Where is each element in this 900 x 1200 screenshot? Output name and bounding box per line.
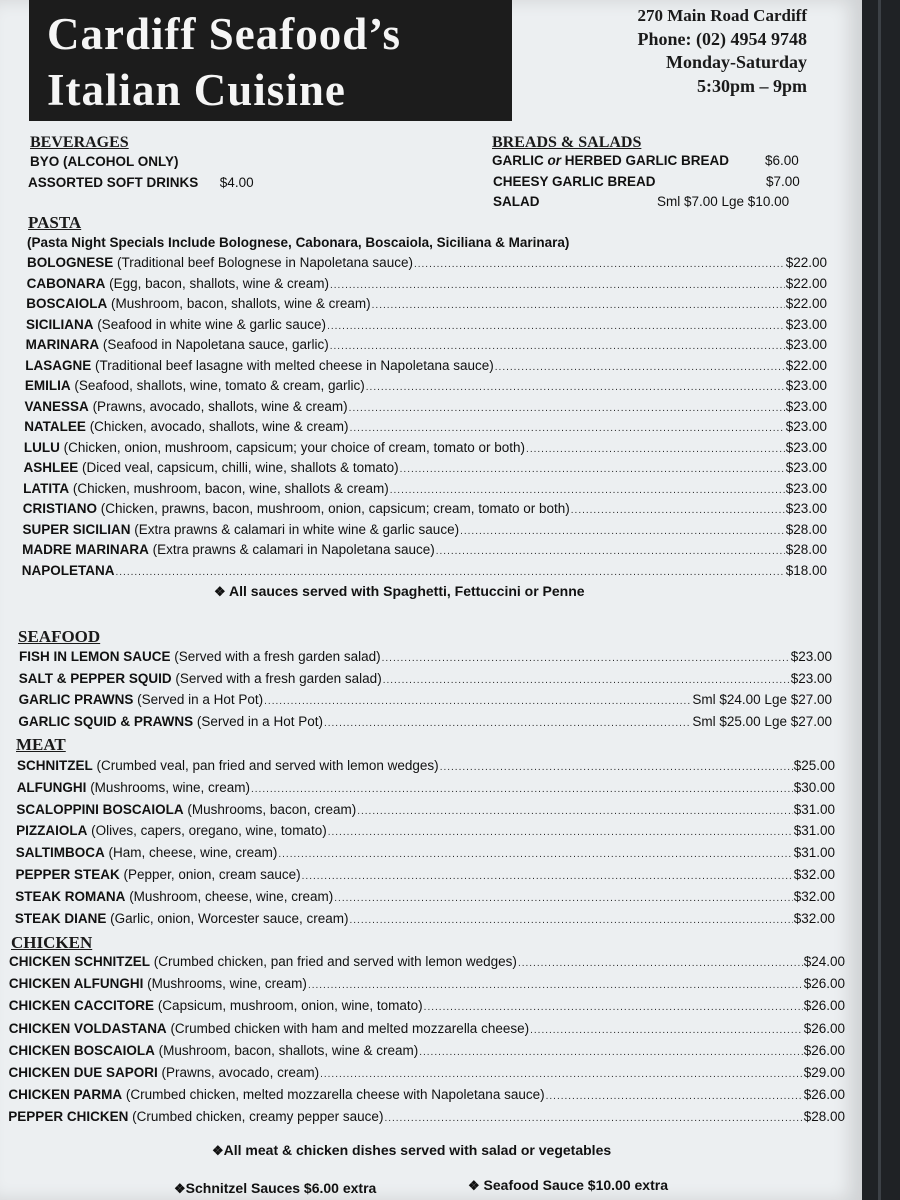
menu-item-text — [19, 691, 264, 709]
menu-item-row — [9, 997, 845, 1017]
dot-leader — [383, 672, 790, 690]
menu-item-text — [22, 541, 435, 559]
menu-item-description: (Mushroom, bacon, shallots, wine & cream) — [154, 1042, 419, 1058]
menu-item-name: CHICKEN ALFUNGHI — [8, 976, 144, 992]
menu-item-price: $29.00 — [803, 1065, 845, 1080]
cheesy-bread-label: CHEESY GARLIC BREAD — [493, 174, 656, 189]
menu-item-description: (Extra prawns & calamari in white wine & garlic sauce) — [130, 521, 460, 537]
menu-item-price: $32.00 — [793, 910, 835, 926]
seafood-heading: SEAFOOD — [18, 627, 101, 646]
menu-item-row — [19, 648, 832, 668]
dot-leader — [251, 781, 793, 799]
menu-item-name: VANESSA — [24, 398, 89, 414]
menu-item-text — [15, 888, 333, 906]
menu-item-row — [22, 562, 827, 582]
menu-item-row — [23, 480, 827, 500]
dot-leader — [382, 650, 790, 668]
menu-item-row — [25, 357, 827, 377]
diamond-icon: ❖ — [468, 1178, 480, 1193]
menu-item-price: $23.00 — [790, 670, 832, 686]
dot-leader — [400, 461, 785, 479]
menu-item-price: $26.00 — [803, 1087, 845, 1103]
menu-item-price: $23.00 — [785, 337, 827, 352]
menu-item-price: $24.00 — [803, 954, 845, 969]
menu-item-row — [15, 910, 835, 930]
phone: Phone: (02) 4954 9748 — [637, 29, 807, 49]
menu-item-row — [26, 316, 827, 336]
menu-item-name: LATITA — [23, 480, 70, 496]
opening-hours: 5:30pm – 9pm — [696, 76, 807, 96]
dot-leader — [526, 441, 785, 459]
dot-leader — [349, 400, 785, 418]
menu-item-price: $32.00 — [793, 867, 835, 882]
menu-item-description: (Chicken, onion, mushroom, capsicum; your choice of cream, tomato or both) — [59, 439, 526, 455]
menu-item-name: CHICKEN SCHNITZEL — [9, 954, 150, 969]
dot-leader — [320, 1066, 803, 1084]
menu-item-text — [17, 757, 439, 775]
menu-item-name: CHICKEN DUE SAPORI — [8, 1065, 158, 1080]
menu-item-row — [19, 670, 832, 690]
menu-item-name: PEPPER STEAK — [15, 867, 120, 882]
menu-item-description: (Mushrooms, wine, cream) — [143, 976, 307, 992]
menu-item-price: $28.00 — [803, 1109, 845, 1125]
menu-item-text — [24, 418, 348, 436]
garlic-bread-price: $6.00 — [765, 153, 799, 168]
menu-item-description: (Olives, capers, oregano, wine, tomato) — [87, 823, 327, 839]
menu-item-name: SCHNITZEL — [17, 758, 93, 773]
diamond-icon: ❖ — [214, 584, 226, 599]
menu-item-description: (Ham, cheese, wine, cream) — [104, 845, 278, 861]
menu-item-price: $25.00 — [793, 758, 835, 773]
menu-item-row — [18, 713, 832, 733]
menu-item-description: (Prawns, avocado, cream) — [157, 1065, 320, 1080]
dot-leader — [372, 297, 785, 315]
menu-item-price: $31.00 — [793, 845, 835, 861]
dot-leader — [571, 502, 785, 520]
salad-label: SALAD — [493, 194, 540, 209]
menu-item-text — [19, 670, 382, 688]
menu-item-text — [25, 357, 494, 375]
menu-item-text — [24, 439, 525, 457]
menu-item-description: (Chicken, mushroom, bacon, wine, shallots & cream) — [69, 480, 389, 496]
menu-item-price: $22.00 — [785, 357, 827, 373]
menu-item-description: (Crumbed veal, pan fried and served with lemon wedges) — [92, 758, 439, 773]
menu-item-name: CRISTIANO — [22, 501, 98, 516]
menu-item-description: (Served with a fresh garden salad) — [170, 649, 381, 664]
menu-item-name: STEAK DIANE — [14, 910, 107, 926]
menu-item-name: ASHLEE — [23, 460, 79, 475]
menu-item-row — [16, 844, 835, 864]
menu-item-text — [25, 377, 365, 395]
menu-item-description: (Traditional beef Bolognese in Napoletana sauce) — [113, 255, 413, 270]
dot-leader — [334, 890, 792, 908]
cheesy-bread-price: $7.00 — [766, 174, 800, 189]
menu-item-row — [8, 1086, 845, 1106]
dot-leader — [440, 759, 793, 777]
menu-item-row — [16, 801, 835, 821]
dot-leader — [357, 803, 792, 821]
menu-item-description: (Crumbed chicken with ham and melted mozzarella cheese) — [166, 1020, 530, 1036]
menu-item-row — [27, 254, 827, 274]
menu-item-name: PIZZAIOLA — [16, 823, 88, 839]
menu-item-description: (Prawns, avocado, shallots, wine & cream) — [88, 398, 348, 414]
dot-leader — [530, 1022, 803, 1040]
menu-item-price: $31.00 — [793, 801, 835, 817]
meat-chicken-note: ❖All meat & chicken dishes served with salad or vegetables — [212, 1142, 612, 1158]
menu-item-description: (Crumbed chicken, melted mozzarella cheese with Napoletana sauce) — [122, 1087, 545, 1103]
menu-item-text — [16, 866, 301, 884]
menu-item-name: PEPPER CHICKEN — [8, 1109, 129, 1125]
dot-leader — [460, 523, 785, 541]
dot-leader — [366, 379, 785, 397]
opening-days: Monday-Saturday — [665, 52, 807, 72]
menu-item-text — [9, 975, 307, 993]
menu-item-price: Sml $25.00 Lge $27.00 — [692, 713, 832, 729]
salad-price: Sml $7.00 Lge $10.00 — [657, 194, 790, 209]
menu-item-description: (Diced veal, capsicum, chilli, wine, shallots & tomato) — [78, 460, 399, 475]
menu-item-row — [23, 500, 827, 520]
menu-item-text — [16, 822, 327, 840]
seafood-sauce-extra: ❖ Seafood Sauce $10.00 extra — [468, 1177, 668, 1193]
restaurant-name: Cardiff Seafood’s — [47, 9, 402, 59]
menu-item-description: (Crumbed chicken, pan fried and served with lemon wedges) — [150, 954, 517, 969]
dot-leader — [278, 846, 792, 864]
beverages-heading: BEVERAGES — [30, 134, 129, 151]
dot-leader — [328, 824, 793, 842]
menu-item-description: (Traditional beef lasagne with melted cheese in Napoletana sauce) — [91, 357, 494, 373]
menu-item-text — [22, 521, 459, 539]
menu-item-name: GARLIC PRAWNS — [18, 692, 134, 707]
menu-item-text — [26, 336, 329, 354]
page-edge-highlight — [878, 0, 881, 1200]
meat-heading: MEAT — [16, 735, 66, 754]
pasta-heading: PASTA — [28, 213, 82, 232]
menu-item-name: FISH IN LEMON SAUCE — [19, 649, 171, 664]
menu-item-text — [23, 480, 389, 498]
menu-item-description: (Extra prawns & calamari in Napoletana sauce) — [148, 542, 435, 557]
menu-item-row — [24, 418, 827, 438]
restaurant-banner — [29, 0, 512, 121]
menu-item-price: $26.00 — [803, 998, 845, 1014]
menu-item-name: MADRE MARINARA — [22, 542, 149, 557]
menu-item-row — [22, 541, 827, 561]
menu-item-text — [24, 459, 399, 477]
menu-item-text — [8, 1108, 383, 1126]
menu-item-price: $22.00 — [785, 296, 827, 311]
menu-item-row — [9, 1020, 845, 1040]
menu-item-text — [17, 779, 250, 797]
menu-item-price: $28.00 — [785, 542, 827, 557]
menu-item-name: BOSCAIOLA — [26, 296, 108, 311]
schnitzel-sauce-extra: ❖Schnitzel Sauces $6.00 extra — [174, 1180, 377, 1196]
menu-item-description: (Seafood in Napoletana sauce, garlic) — [99, 337, 329, 352]
menu-item-price: $26.00 — [803, 1020, 845, 1036]
dot-leader — [350, 420, 785, 438]
menu-item-row — [16, 822, 835, 842]
menu-item-text — [27, 275, 329, 293]
menu-item-description: (Served in a Hot Pot) — [133, 692, 264, 707]
menu-item-row — [15, 888, 835, 908]
menu-item-name: EMILIA — [24, 378, 71, 393]
diamond-icon: ❖ — [212, 1143, 224, 1158]
dot-leader — [384, 1110, 802, 1128]
menu-item-name: SUPER SICILIAN — [22, 521, 131, 537]
menu-item-price: $23.00 — [785, 419, 827, 434]
menu-item-description: (Pepper, onion, cream sauce) — [119, 867, 301, 882]
menu-item-name: MARINARA — [25, 337, 100, 352]
menu-item-row — [9, 975, 845, 995]
dot-leader — [330, 338, 785, 356]
menu-item-text — [9, 1020, 529, 1038]
menu-item-row — [9, 1064, 846, 1084]
soft-drinks-row — [28, 174, 254, 192]
menu-item-description: (Mushroom, cheese, wine, cream) — [125, 888, 334, 904]
pasta-specials: (Pasta Night Specials Include Bolognese, Cabonara, Boscaiola, Siciliana & Marinara) — [27, 235, 570, 250]
menu-item-price: $23.00 — [785, 378, 827, 393]
menu-item-price: $23.00 — [785, 480, 827, 496]
chicken-heading: CHICKEN — [11, 933, 93, 952]
menu-item-row — [9, 1042, 845, 1062]
dot-leader — [349, 912, 792, 930]
menu-item-price: $28.00 — [785, 521, 827, 537]
dot-leader — [424, 999, 803, 1017]
menu-item-row — [25, 398, 827, 418]
menu-item-price: $26.00 — [803, 1042, 845, 1058]
menu-item-price: $26.00 — [803, 976, 845, 992]
menu-item-text — [9, 1064, 320, 1082]
menu-item-price: $18.00 — [785, 562, 827, 578]
menu-item-text — [22, 562, 115, 580]
menu-item-row — [27, 275, 827, 295]
menu-item-text — [15, 910, 349, 928]
menu-item-text — [26, 316, 326, 334]
menu-item-name: ALFUNGHI — [16, 779, 87, 795]
dot-leader — [308, 977, 803, 995]
menu-item-description: (Served with a fresh garden salad) — [171, 670, 382, 686]
restaurant-subtitle: Italian Cuisine — [47, 65, 346, 115]
menu-item-row — [26, 336, 827, 356]
breads-heading: BREADS & SALADS — [492, 134, 642, 151]
soft-drinks-price: $4.00 — [219, 175, 254, 190]
menu-item-text — [8, 1086, 544, 1104]
menu-item-price: $22.00 — [785, 275, 827, 291]
menu-item-price: $23.00 — [785, 398, 827, 414]
menu-item-row — [24, 459, 828, 479]
dot-leader — [327, 318, 785, 336]
dot-leader — [436, 543, 785, 561]
menu-item-price: $23.00 — [785, 316, 827, 332]
menu-item-text — [9, 997, 423, 1015]
dot-leader — [302, 868, 793, 886]
menu-item-name: LULU — [23, 439, 60, 455]
menu-item-row — [17, 779, 835, 799]
menu-item-text — [9, 953, 517, 971]
menu-item-description: (Egg, bacon, shallots, wine & cream) — [105, 275, 329, 291]
garlic-bread-label: GARLIC or HERBED GARLIC BREAD — [492, 153, 730, 168]
menu-item-description: (Served in a Hot Pot) — [193, 713, 323, 729]
menu-item-name: CHICKEN BOSCAIOLA — [8, 1042, 155, 1058]
menu-item-text — [18, 713, 323, 731]
menu-item-text — [25, 398, 348, 416]
dot-leader — [495, 359, 785, 377]
soft-drinks-label: ASSORTED SOFT DRINKS — [28, 175, 199, 190]
menu-item-name: GARLIC SQUID & PRAWNS — [18, 713, 194, 729]
menu-item-row — [26, 295, 827, 315]
menu-item-description: (Chicken, prawns, bacon, mushroom, onion, capsicum; cream, tomato or both) — [97, 501, 570, 516]
menu-item-description: (Seafood in white wine & garlic sauce) — [93, 316, 327, 332]
menu-item-price: $30.00 — [793, 779, 835, 795]
menu-item-row — [16, 866, 836, 886]
menu-item-description: (Mushroom, bacon, shallots, wine & cream) — [107, 296, 371, 311]
menu-item-text — [16, 844, 278, 862]
menu-item-text — [26, 295, 370, 313]
menu-item-row — [24, 439, 827, 459]
byo-label: BYO (ALCOHOL ONLY) — [30, 154, 179, 169]
menu-item-name: NATALEE — [24, 419, 86, 434]
dot-leader — [116, 564, 785, 582]
dot-leader — [264, 693, 691, 711]
menu-item-name: CHICKEN PARMA — [8, 1087, 123, 1103]
menu-item-row — [8, 1108, 845, 1128]
menu-item-description: (Mushrooms, bacon, cream) — [183, 801, 357, 817]
menu-item-text — [27, 254, 413, 272]
menu-item-description: (Mushrooms, wine, cream) — [86, 779, 250, 795]
dot-leader — [419, 1044, 802, 1062]
menu-item-name: SICILIANA — [25, 316, 94, 332]
menu-item-name: CABONARA — [26, 275, 106, 291]
menu-item-price: $23.00 — [790, 649, 832, 664]
menu-item-text — [19, 648, 381, 666]
menu-item-name: BOLOGNESE — [27, 255, 114, 270]
page-edge — [862, 0, 900, 1200]
menu-item-price: $23.00 — [785, 439, 827, 455]
menu-item-price: $23.00 — [785, 460, 827, 475]
menu-item-description: (Capsicum, mushroom, onion, wine, tomato) — [154, 998, 423, 1014]
menu-item-description: (Crumbed chicken, creamy pepper sauce) — [128, 1109, 384, 1125]
menu-item-price: $22.00 — [785, 255, 827, 270]
menu-item-price: Sml $24.00 Lge $27.00 — [692, 692, 832, 707]
menu-item-row — [19, 691, 832, 711]
dot-leader — [414, 256, 785, 274]
dot-leader — [546, 1088, 803, 1106]
menu-item-price: $31.00 — [793, 823, 835, 839]
diamond-icon: ❖ — [174, 1181, 186, 1196]
pasta-note: ❖ All sauces served with Spaghetti, Fettuccini or Penne — [214, 583, 585, 599]
dot-leader — [518, 955, 803, 973]
menu-item-text — [16, 801, 356, 819]
menu-item-name: NAPOLETANA — [21, 562, 115, 578]
menu-item-name: SALTIMBOCA — [15, 845, 105, 861]
menu-item-name: CHICKEN CACCITORE — [8, 998, 155, 1014]
menu-item-description: (Chicken, avocado, shallots, wine & cream) — [85, 419, 349, 434]
menu-item-row — [25, 377, 827, 397]
menu-item-name: CHICKEN VOLDASTANA — [8, 1020, 167, 1036]
menu-item-row — [9, 953, 845, 973]
menu-item-description: (Seafood, shallots, wine, tomato & cream, garlic) — [70, 378, 365, 393]
dot-leader — [324, 715, 691, 733]
menu-item-row — [17, 757, 835, 777]
address: 270 Main Road Cardiff — [637, 6, 807, 25]
menu-item-text — [9, 1042, 419, 1060]
menu-item-description: (Garlic, onion, Worcester sauce, cream) — [106, 910, 349, 926]
menu-item-name: LASAGNE — [25, 357, 92, 373]
dot-leader — [390, 482, 785, 500]
menu-item-price: $32.00 — [793, 888, 835, 904]
dot-leader — [330, 277, 785, 295]
menu-item-name: STEAK ROMANA — [15, 888, 126, 904]
menu-item-price: $23.00 — [785, 501, 827, 516]
menu-item-text — [23, 500, 570, 518]
menu-item-row — [22, 521, 827, 541]
menu-item-name: SALT & PEPPER SQUID — [18, 670, 172, 686]
menu-item-name: SCALOPPINI BOSCAIOLA — [16, 801, 184, 817]
